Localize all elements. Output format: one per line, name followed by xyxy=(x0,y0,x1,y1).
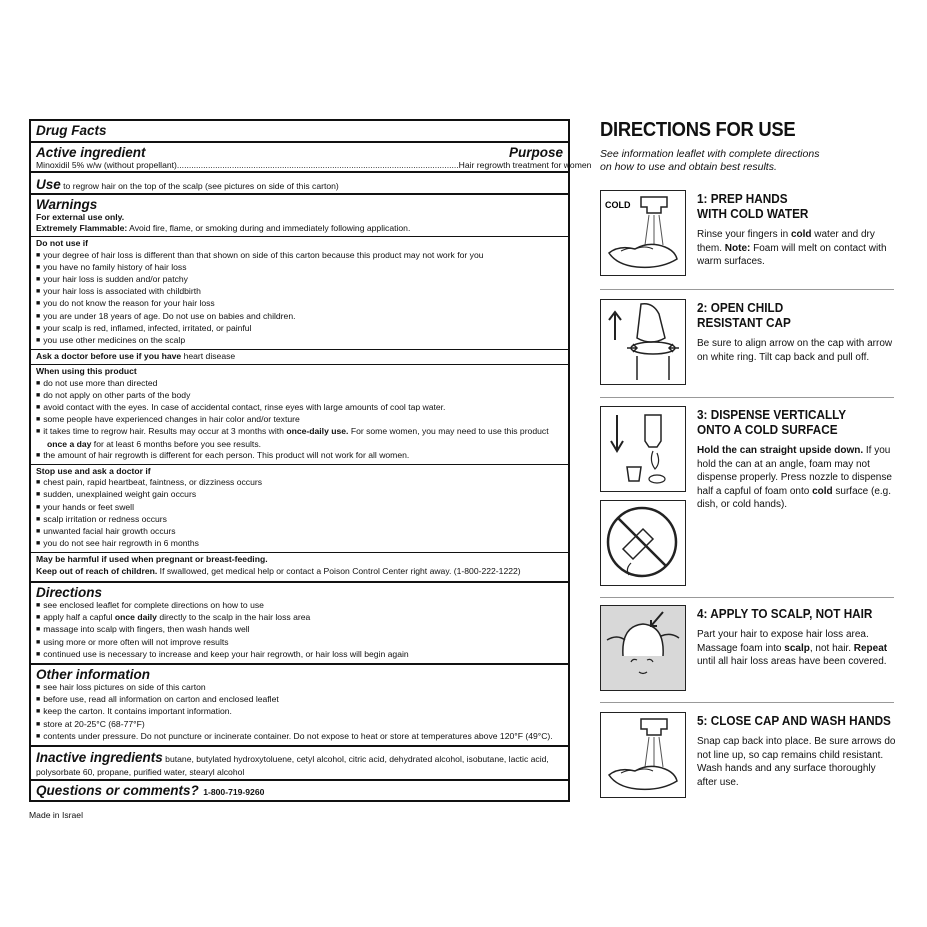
step-2-title: 2: OPEN CHILD RESISTANT CAP xyxy=(697,301,791,330)
do-not-use-item: ■ your hair loss is associated with childbirth xyxy=(36,286,563,298)
pregnancy-warning: May be harmful if used when pregnant or breast-feeding. xyxy=(36,554,268,565)
ask-doctor-label: Ask a doctor before use if you have xyxy=(36,351,182,362)
inactive-ingredients-section xyxy=(31,747,568,781)
other-info-item: ■ see hair loss pictures on side of this carton xyxy=(36,682,563,694)
do-not-use-item: ■ your scalp is red, inflamed, infected, irritated, or painful xyxy=(36,323,563,335)
step-divider xyxy=(600,397,894,398)
flammable-label: Extremely Flammable: xyxy=(36,223,128,234)
directions-for-use-subtitle: See information leaflet with complete directions on how to use and obtain best results. xyxy=(600,148,820,173)
when-using-item: ■ some people have experienced changes in hair color and/or texture xyxy=(36,414,563,426)
other-info-item: ■ keep the carton. It contains important information. xyxy=(36,706,563,718)
other-info-item: ■ store at 20-25°C (68-77°F) xyxy=(36,719,563,731)
questions-section xyxy=(31,781,568,801)
warnings-section xyxy=(31,195,568,583)
when-using-item: ■ do not use more than directed xyxy=(36,378,563,390)
directions-heading: Directions xyxy=(36,585,103,600)
step-3-title: 3: DISPENSE VERTICALLY ONTO A COLD SURFACE xyxy=(697,408,847,437)
ask-doctor-text: heart disease xyxy=(181,351,236,362)
directions-item: ■ see enclosed leaflet for complete directions on how to use xyxy=(36,600,563,612)
warnings-heading: Warnings xyxy=(36,197,98,212)
open-cap-icon xyxy=(600,299,686,385)
leader-dots: ...................................................................................................................... xyxy=(176,160,459,170)
stop-use-item: ■ scalp irritation or redness occurs xyxy=(36,514,563,526)
directions-for-use-panel xyxy=(600,119,896,788)
do-not-use-item: ■ you use other medicines on the scalp xyxy=(36,335,563,347)
active-ingredient-name: Minoxidil 5% w/w (without propellant) xyxy=(36,160,177,170)
step-2-text: Be sure to align arrow on the cap with arrow on white ring. Tilt cap back and pull off. xyxy=(697,338,893,363)
directions-for-use-title: DIRECTIONS FOR USE xyxy=(600,119,796,141)
drug-facts-title: Drug Facts xyxy=(36,123,107,138)
keep-out-label: Keep out of reach of children. xyxy=(36,565,158,576)
use-text: to regrow hair on the top of the scalp (see pictures on side of this carton) xyxy=(60,181,339,191)
drug-facts-panel xyxy=(29,119,592,802)
when-using-item-results-cont: once a day for at least 6 months before you see results. xyxy=(47,438,261,449)
other-info-item: ■ contents under pressure. Do not puncture or incinerate container. Do not expose to heat or store at temperatures above 120°F (49°C). xyxy=(36,731,563,743)
do-not-use-heading: Do not use if xyxy=(36,238,89,249)
step-5-title: 5: CLOSE CAP AND WASH HANDS xyxy=(697,714,891,728)
when-using-item-results: ■ it takes time to regrow hair. Results may occur at 3 months with once-daily use. For some women, you may need to use this product xyxy=(36,426,563,438)
stop-use-item: ■ your hands or feet swell xyxy=(36,502,563,514)
do-not-use-item: ■ your hair loss is sudden and/or patchy xyxy=(36,274,563,286)
purpose-text: Hair regrowth treatment for women xyxy=(458,160,592,170)
active-ingredient-heading: Active ingredient xyxy=(36,145,146,160)
step-5-text: Snap cap back into place. Be sure arrows do not line up, so cap remains child resistant. Wash hands and any surface thoroughly after use. xyxy=(697,736,896,788)
when-using-item: ■ avoid contact with the eyes. In case of accidental contact, rinse eyes with large amounts of cool tap water. xyxy=(36,402,563,414)
other-info-item: ■ before use, read all information on carton and enclosed leaflet xyxy=(36,694,563,706)
purpose-heading: Purpose xyxy=(508,145,563,160)
do-not-use-item: ■ your degree of hair loss is different than that shown on side of this carton because this product may not work for you xyxy=(36,250,563,262)
stop-use-item: ■ sudden, unexplained weight gain occurs xyxy=(36,489,563,501)
flammable-text: Avoid fire, flame, or smoking during and immediately following application. xyxy=(127,223,411,234)
stop-use-item: ■ you do not see hair regrowth in 6 months xyxy=(36,538,563,550)
directions-item: ■ continued use is necessary to increase and keep your hair regrowth, or hair loss will begin again xyxy=(36,649,563,661)
when-using-heading: When using this product xyxy=(36,366,137,377)
when-using-item: ■ do not apply on other parts of the body xyxy=(36,390,563,402)
step-1-title: 1: PREP HANDS WITH COLD WATER xyxy=(697,192,809,221)
step-3-text: Hold the can straight upside down. If you hold the can at an angle, foam may not dispense properly. Press nozzle to dispense half a capful of foam onto cold surface (e.g. dish, or cold hands). xyxy=(697,445,892,510)
inactive-ingredients-text-cont: polysorbate 60, propane, purified water, stearyl alcohol xyxy=(36,767,245,777)
inactive-ingredients-text: butane, butylated hydroxytoluene, cetyl alcohol, citric acid, dehydrated alcohol, isobutane, lactic acid, xyxy=(162,754,549,764)
do-not-use-item: ■ you have no family history of hair loss xyxy=(36,262,563,274)
stop-use-heading: Stop use and ask a doctor if xyxy=(36,466,151,477)
other-information-heading: Other information xyxy=(36,667,150,682)
external-use-text: For external use only. xyxy=(36,212,125,222)
dispense-vertical-icon xyxy=(600,406,686,492)
questions-heading: Questions or comments? xyxy=(36,783,199,798)
directions-item: ■ apply half a capful once daily directly to the scalp in the hair loss area xyxy=(36,612,563,624)
directions-item: ■ using more or more often will not improve results xyxy=(36,637,563,649)
when-using-item: ■ the amount of hair regrowth is different for each person. This product will not work for all women. xyxy=(36,450,563,462)
wash-hands-icon xyxy=(600,712,686,798)
step-4-title: 4: APPLY TO SCALP, NOT HAIR xyxy=(697,607,873,621)
cold-label: COLD xyxy=(605,200,631,210)
drug-facts-title-section xyxy=(31,121,568,143)
step-4-text: Part your hair to expose hair loss area. Massage foam into scalp, not hair. Repeat until all hair loss areas have been covered. xyxy=(697,629,888,667)
step-divider xyxy=(600,597,894,598)
use-section xyxy=(31,173,568,195)
do-not-use-item: ■ you do not know the reason for your hair loss xyxy=(36,298,563,310)
active-ingredient-section xyxy=(31,143,592,173)
use-heading: Use xyxy=(36,177,61,192)
step-1-text: Rinse your fingers in cold water and dry them. Note: Foam will melt on contact with warm surfaces. xyxy=(697,229,887,267)
apply-to-scalp-icon xyxy=(600,605,686,691)
stop-use-item: ■ chest pain, rapid heartbeat, faintness, or dizziness occurs xyxy=(36,477,563,489)
keep-out-text: If swallowed, get medical help or contact a Poison Control Center right away. (1-800-222-1222) xyxy=(157,565,521,576)
stop-use-item: ■ unwanted facial hair growth occurs xyxy=(36,526,563,538)
active-ingredient-line xyxy=(36,160,592,171)
directions-section xyxy=(31,583,568,665)
directions-item: ■ massage into scalp with fingers, then wash hands well xyxy=(36,624,563,636)
do-not-use-item: ■ you are under 18 years of age. Do not use on babies and children. xyxy=(36,311,563,323)
cold-water-hands-icon xyxy=(600,190,686,276)
questions-phone: 1-800-719-9260 xyxy=(203,787,265,797)
made-in-text: Made in Israel xyxy=(29,810,83,820)
inactive-ingredients-heading: Inactive ingredients xyxy=(36,750,163,765)
no-angle-dispense-icon xyxy=(600,500,686,586)
step-divider xyxy=(600,702,894,703)
other-information-section xyxy=(31,665,568,747)
step-divider xyxy=(600,289,894,290)
